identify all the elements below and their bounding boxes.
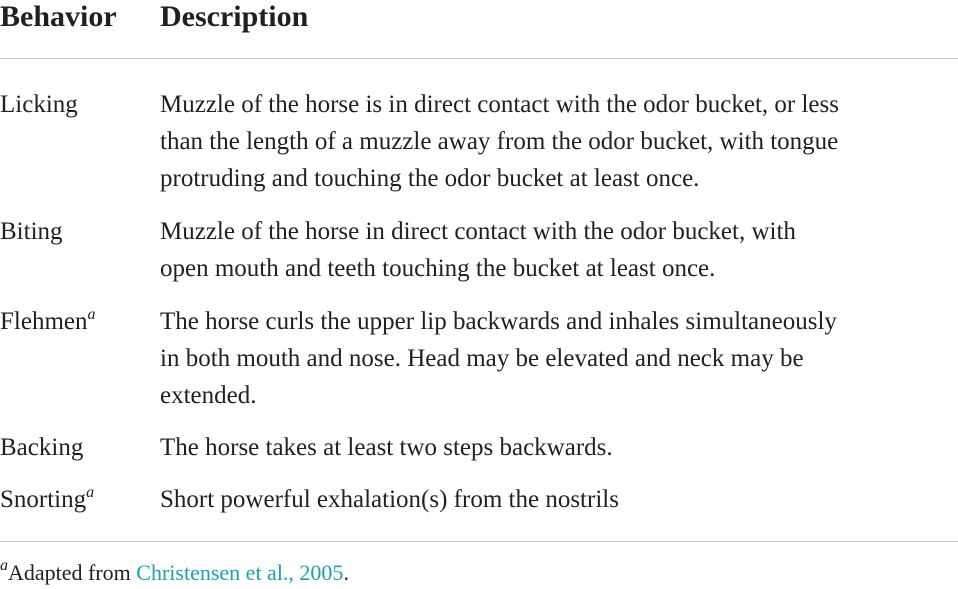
description-line: than the length of a muzzle away from the odor bucket, with tongue	[160, 128, 839, 155]
description-line: open mouth and teeth touching the bucket at least once.	[160, 255, 716, 282]
header-behavior: Behavior	[0, 0, 117, 33]
citation-link[interactable]: Christensen et al., 2005	[136, 560, 344, 585]
table-header-row	[0, 0, 958, 44]
row-behavior-biting	[0, 213, 63, 250]
behavior-label: Biting	[0, 218, 63, 245]
description-line: Muzzle of the horse in direct contact with the odor bucket, with	[160, 218, 796, 245]
row-description-biting	[160, 213, 958, 287]
row-behavior-snorting	[0, 481, 94, 518]
description-line: protruding and touching the odor bucket at least once.	[160, 165, 700, 192]
header-divider	[0, 58, 958, 59]
description-line: The horse takes at least two steps backwards.	[160, 434, 613, 461]
footnote-mark: a	[87, 306, 96, 323]
row-behavior-licking	[0, 86, 78, 123]
row-description-snorting	[160, 481, 958, 518]
behavior-label: Snorting	[0, 486, 87, 513]
footnote-trailing: .	[343, 560, 349, 585]
row-description-backing	[160, 429, 958, 466]
row-description-flehmen	[160, 303, 958, 414]
row-behavior-flehmen	[0, 303, 96, 340]
table-bottom-divider	[0, 541, 958, 542]
footnote-mark: a	[86, 484, 95, 501]
table-footnote	[0, 557, 349, 589]
header-description: Description	[160, 0, 309, 33]
description-line: The horse curls the upper lip backwards and inhales simultaneously	[160, 308, 837, 335]
description-line: in both mouth and nose. Head may be elevated and neck may be	[160, 345, 804, 372]
behavior-label: Licking	[0, 91, 78, 118]
description-line: extended.	[160, 382, 257, 409]
footnote-mark: a	[0, 557, 8, 574]
behavior-label: Flehmen	[0, 308, 88, 335]
row-description-licking	[160, 86, 958, 197]
description-line: Short powerful exhalation(s) from the nostrils	[160, 486, 619, 513]
description-line: Muzzle of the horse is in direct contact with the odor bucket, or less	[160, 91, 839, 118]
footnote-text: Adapted from	[8, 560, 137, 585]
row-behavior-backing	[0, 429, 83, 466]
behavior-label: Backing	[0, 434, 84, 461]
